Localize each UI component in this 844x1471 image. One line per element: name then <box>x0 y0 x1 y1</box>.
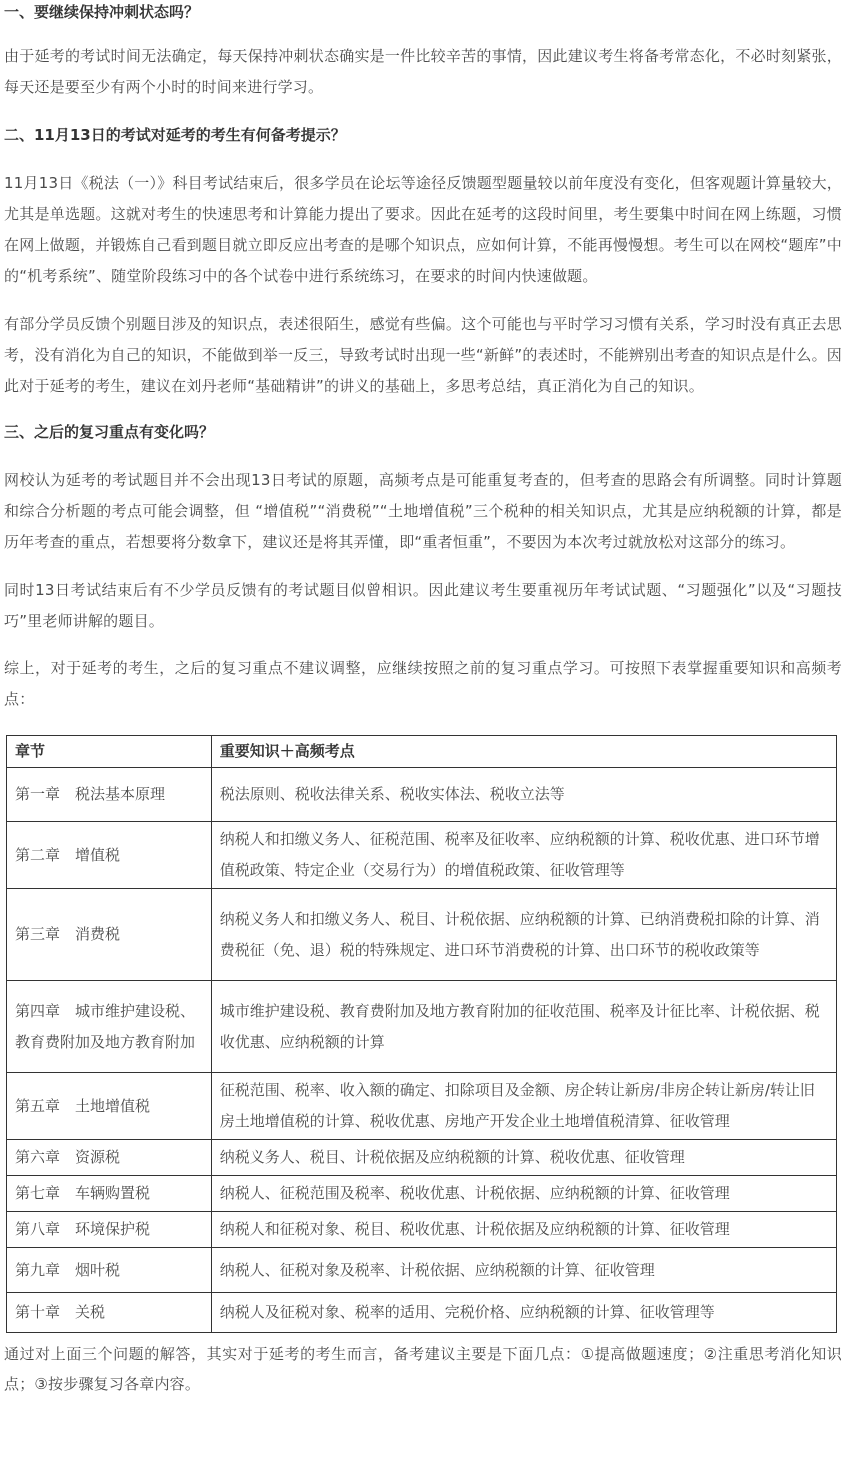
chapter-cell: 第十章 关税 <box>7 1293 212 1333</box>
table-row <box>7 1140 837 1176</box>
table-row <box>7 1176 837 1212</box>
points-cell: 纳税人和扣缴义务人、征税范围、税率及征收率、应纳税额的计算、税收优惠、进口环节增值税政策、特定企业（交易行为）的增值税政策、征收管理等 <box>211 822 836 889</box>
header-chapter: 章节 <box>7 736 212 768</box>
table-row <box>7 822 837 889</box>
table-row <box>7 1248 837 1293</box>
chapter-cell: 第二章 增值税 <box>7 822 212 889</box>
points-cell: 纳税义务人和扣缴义务人、税目、计税依据、应纳税额的计算、已纳消费税扣除的计算、消费税征（免、退）税的特殊规定、进口环节消费税的计算、出口环节的税收政策等 <box>211 889 836 981</box>
points-cell: 城市维护建设税、教育费附加及地方教育附加的征收范围、税率及计征比率、计税依据、税收优惠、应纳税额的计算 <box>211 981 836 1073</box>
points-cell: 纳税人及征税对象、税率的适用、完税价格、应纳税额的计算、征收管理等 <box>211 1293 836 1333</box>
table-row <box>7 768 837 822</box>
table-header-row <box>7 736 837 768</box>
paragraph-3: 有部分学员反馈个别题目涉及的知识点，表述很陌生，感觉有些偏。这个可能也与平时学习习惯有关系，学习时没有真正去思考，没有消化为自己的知识，不能做到举一反三，导致考试时出现一些“新鲜”的表述时，不能辨别出考查的知识点是什么。因此对于延考的考生，建议在刘丹老师“基础精讲”的讲义的基础上，多思考总结，真正消化为自己的知识。 <box>4 315 842 395</box>
table-row <box>7 1073 837 1140</box>
chapter-cell: 第八章 环境保护税 <box>7 1212 212 1248</box>
section-heading-2: 二、11月13日的考试对延考的考生有何备考提示？ <box>4 126 346 144</box>
chapter-cell: 第三章 消费税 <box>7 889 212 981</box>
section-heading-3: 三、之后的复习重点有变化吗？ <box>4 423 215 441</box>
chapter-cell: 第四章 城市维护建设税、教育费附加及地方教育附加 <box>7 981 212 1073</box>
paragraph-4: 网校认为延考的考试题目并不会出现13日考试的原题，高频考点是可能重复考查的，但考查的思路会有所调整。同时计算题和综合分析题的考点可能会调整，但 “增值税”“消费税”“土地增值税”三个税种的相关知识点，尤其是应纳税额的计算，都是历年考查的重点，若想要将分数拿下，建议还是将其弄懂，即“重者恒重”，不要因为本次考过就放松对这部分的练习。 <box>4 471 842 551</box>
chapter-cell: 第七章 车辆购置税 <box>7 1176 212 1212</box>
chapter-cell: 第六章 资源税 <box>7 1140 212 1176</box>
header-points: 重要知识＋高频考点 <box>211 736 836 768</box>
points-cell: 纳税义务人、税目、计税依据及应纳税额的计算、税收优惠、征收管理 <box>211 1140 836 1176</box>
knowledge-points-table <box>6 735 837 1333</box>
chapter-cell: 第九章 烟叶税 <box>7 1248 212 1293</box>
paragraph-2: 11月13日《税法（一）》科目考试结束后，很多学员在论坛等途径反馈题型题量较以前年度没有变化，但客观题计算量较大，尤其是单选题。这就对考生的快速思考和计算能力提出了要求。因此在延考的这段时间里，考生要集中时间在网上练题，习惯在网上做题，并锻炼自己看到题目就立即反应出考查的是哪个知识点，应如何计算，不能再慢慢想。考生可以在网校“题库”中的“机考系统”、随堂阶段练习中的各个试卷中进行系统练习，在要求的时间内快速做题。 <box>4 174 842 285</box>
paragraph-1: 由于延考的考试时间无法确定，每天保持冲刺状态确实是一件比较辛苦的事情，因此建议考生将备考常态化，不必时刻紧张，每天还是要至少有两个小时的时间来进行学习。 <box>4 47 842 96</box>
chapter-cell: 第五章 土地增值税 <box>7 1073 212 1140</box>
points-cell: 税法原则、税收法律关系、税收实体法、税收立法等 <box>211 768 836 822</box>
points-cell: 征税范围、税率、收入额的确定、扣除项目及金额、房企转让新房/非房企转让新房/转让旧房土地增值税的计算、税收优惠、房地产开发企业土地增值税清算、征收管理 <box>211 1073 836 1140</box>
paragraph-6: 综上，对于延考的考生，之后的复习重点不建议调整，应继续按照之前的复习重点学习。可按照下表掌握重要知识和高频考点： <box>4 659 842 708</box>
table-row <box>7 1212 837 1248</box>
section-heading-1: 一、要继续保持冲刺状态吗？ <box>4 3 200 21</box>
table-row <box>7 889 837 981</box>
chapter-cell: 第一章 税法基本原理 <box>7 768 212 822</box>
points-cell: 纳税人和征税对象、税目、税收优惠、计税依据及应纳税额的计算、征收管理 <box>211 1212 836 1248</box>
points-cell: 纳税人、征税对象及税率、计税依据、应纳税额的计算、征收管理 <box>211 1248 836 1293</box>
table-row <box>7 1293 837 1333</box>
paragraph-5: 同时13日考试结束后有不少学员反馈有的考试题目似曾相识。因此建议考生要重视历年考试试题、“习题强化”以及“习题技巧”里老师讲解的题目。 <box>4 581 842 630</box>
table-row <box>7 981 837 1073</box>
points-cell: 纳税人、征税范围及税率、税收优惠、计税依据、应纳税额的计算、征收管理 <box>211 1176 836 1212</box>
summary-paragraph: 通过对上面三个问题的解答，其实对于延考的考生而言，备考建议主要是下面几点：①提高做题速度；②注重思考消化知识点；③按步骤复习各章内容。 <box>4 1345 842 1393</box>
